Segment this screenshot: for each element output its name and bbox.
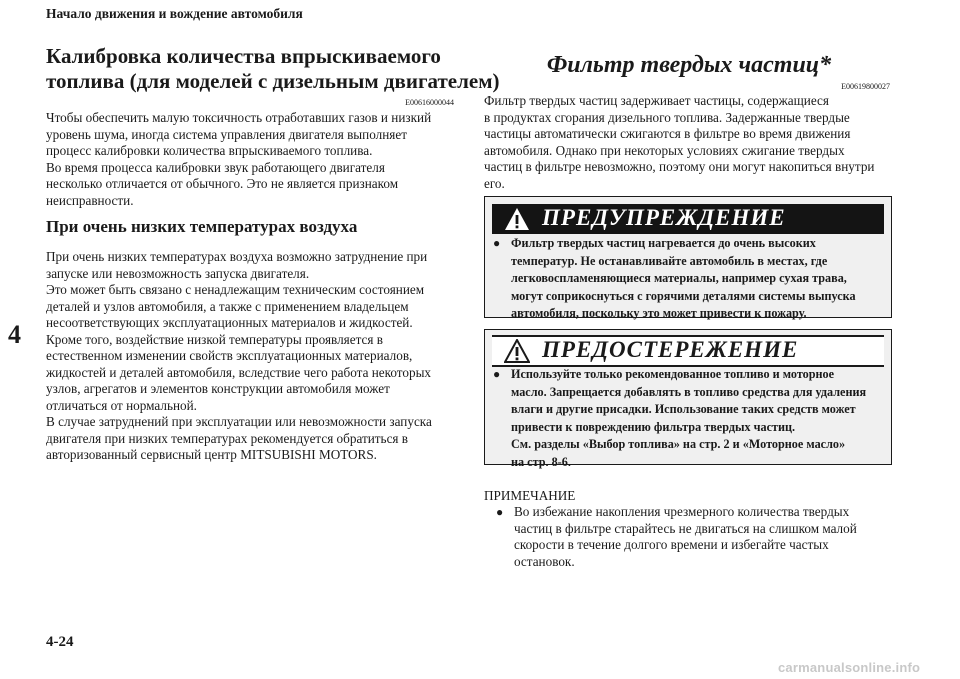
- text-line: на стр. 8-6.: [511, 454, 571, 469]
- calibration-paragraph: [46, 110, 456, 209]
- title-line: Калибровка количества впрыскиваемого: [46, 44, 441, 68]
- text-line: Фильтр твердых частиц задерживает частицы, содержащиеся: [484, 93, 829, 108]
- text-line: Это может быть связано с ненадлежащим техническим состоянием: [46, 282, 425, 297]
- text-line: деталей и узлов автомобиля, а также с применением владельцем: [46, 298, 409, 314]
- bullet-icon: ●: [493, 236, 501, 250]
- text-line: масло. Запрещается добавлять в топливо средства для удаления: [511, 384, 867, 399]
- text-line: Используйте только рекомендованное топливо и моторное: [511, 367, 835, 381]
- text-line: в продуктах сгорания дизельного топлива. Задержанные твердые: [484, 109, 850, 125]
- warning-box: [484, 196, 892, 321]
- text-line: В случае затруднений при эксплуатации или невозможности запуска: [46, 414, 432, 429]
- text-line: температур. Не останавливайте автомобиль в местах, где: [511, 253, 828, 268]
- text-line: частиц в фильтре старайтесь не двигаться на слишком малой: [514, 520, 857, 536]
- section-title-particulate-filter: Фильтр твердых частиц*: [546, 52, 832, 78]
- running-header: Начало движения и вождение автомобиля: [46, 6, 303, 21]
- section-code: E00619800027: [841, 82, 890, 91]
- warning-text: [493, 235, 883, 323]
- text-line: остановок.: [514, 553, 575, 569]
- title-line: топлива (для моделей с дизельным двигателем): [46, 69, 500, 93]
- text-line: уровень шума, иногда система управления двигателя выполняет: [46, 126, 407, 142]
- text-line: отличаться от нормальной.: [46, 397, 197, 413]
- chapter-number: 4: [8, 320, 21, 349]
- text-line: Во время процесса калибровки звук работающего двигателя: [46, 159, 385, 175]
- caution-banner: [492, 335, 884, 367]
- text-line: привести к повреждению фильтра твердых частиц.: [511, 419, 796, 434]
- warning-triangle-icon: [504, 207, 530, 231]
- text-line: процесс калибровки количества впрыскиваемого топлива.: [46, 143, 373, 158]
- text-line: автомобиля. Однако при некоторых условиях сжигание твердых: [484, 142, 845, 158]
- text-line: При очень низких температурах воздуха возможно затруднение при: [46, 249, 428, 264]
- section-title-calibration: [46, 44, 500, 94]
- subheading-low-temperature: При очень низких температурах воздуха: [46, 217, 358, 236]
- text-line: его.: [484, 175, 505, 191]
- text-line: жидкостей и деталей автомобиля, вследствие чего работа некоторых: [46, 364, 432, 380]
- text-line: естественном изменении свойств эксплуатационных материалов,: [46, 348, 413, 363]
- bullet-icon: ●: [493, 367, 501, 381]
- caution-text: [493, 366, 883, 472]
- watermark-logo: carmanualsonline.info: [778, 660, 921, 675]
- text-line: влаги и другие присадки. Использование таких средств может: [511, 402, 856, 417]
- page-number: 4-24: [46, 634, 74, 650]
- low-temperature-paragraph: [46, 249, 456, 464]
- text-line: Кроме того, воздействие низкой температуры проявляется в: [46, 331, 383, 347]
- text-line: несколько отличается от обычного. Это не является признаком: [46, 176, 399, 191]
- text-line: См. разделы «Выбор топлива» на стр. 2 и «Моторное масло»: [511, 437, 846, 452]
- text-line: частицы автоматически сжигаются в фильтре во время движения: [484, 126, 851, 141]
- section-code: E00616000044: [405, 98, 454, 107]
- text-line: Чтобы обеспечить малую токсичность отработавших газов и низкий: [46, 110, 432, 125]
- text-line: запуске или невозможность запуска двигателя.: [46, 265, 310, 281]
- text-line: Фильтр твердых частиц нагревается до очень высоких: [511, 236, 816, 250]
- filter-intro-paragraph: [484, 93, 894, 192]
- text-line: скорости в течение долгого времени и избегайте частых: [514, 537, 829, 552]
- text-line: авторизованный сервисный центр MITSUBISHI MOTORS.: [46, 447, 377, 462]
- caution-box: [484, 329, 892, 469]
- text-line: легковоспламеняющиеся материалы, например сухая трава,: [511, 271, 847, 286]
- warning-heading: ПРЕДУПРЕЖДЕНИЕ: [542, 205, 786, 230]
- warning-banner: [492, 204, 884, 234]
- caution-heading: ПРЕДОСТЕРЕЖЕНИЕ: [542, 337, 799, 362]
- caution-triangle-icon: [504, 339, 530, 363]
- text-line: неисправности.: [46, 192, 134, 208]
- bullet-icon: ●: [496, 505, 504, 519]
- text-line: Во избежание накопления чрезмерного количества твердых: [514, 504, 850, 519]
- text-line: могут соприкоснуться с горячими деталями системы выпуска: [511, 288, 856, 303]
- note-text: [496, 504, 896, 570]
- text-line: двигателя при низких температурах рекомендуется обратиться в: [46, 430, 409, 446]
- text-line: частиц в фильтре невозможно, поэтому они могут накопиться внутри: [484, 159, 875, 174]
- note-label: ПРИМЕЧАНИЕ: [484, 488, 576, 503]
- text-line: автомобиля, поскольку это может привести к пожару.: [511, 306, 807, 321]
- text-line: несоответствующих эксплуатационных материалов и жидкостей.: [46, 315, 413, 330]
- text-line: узлов, агрегатов и элементов конструкции автомобиля может: [46, 381, 390, 396]
